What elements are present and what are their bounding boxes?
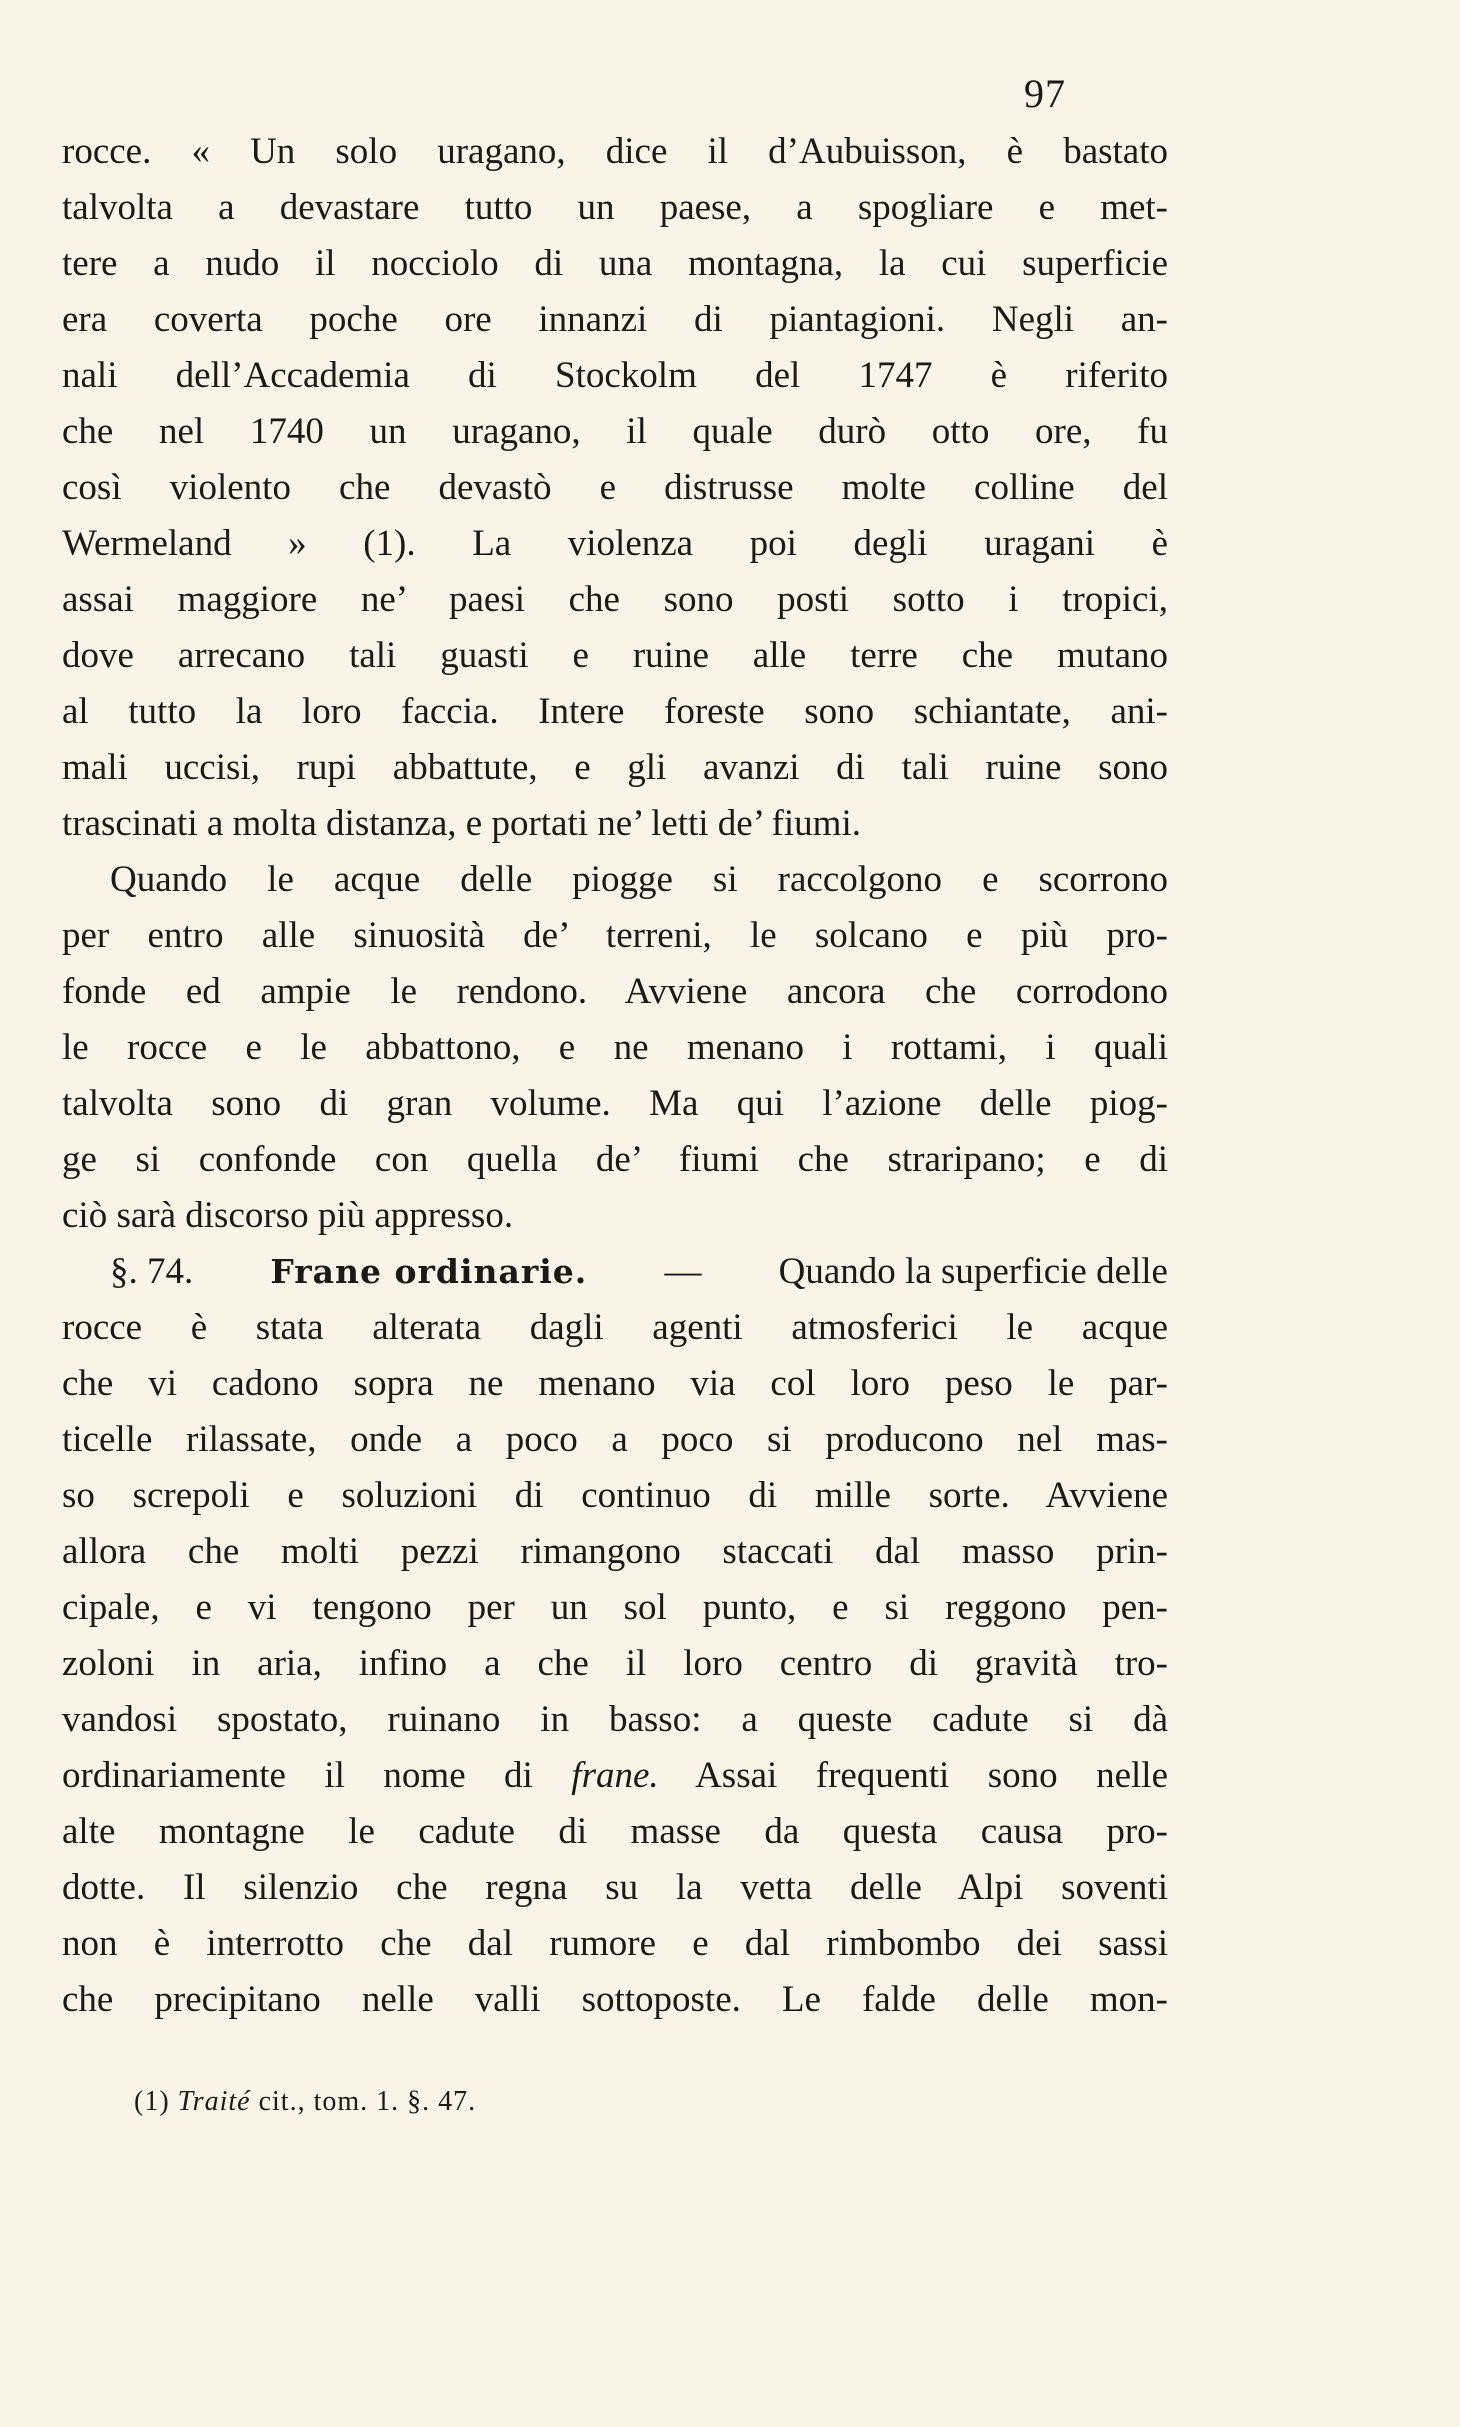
text-line: Wermeland » (1). La violenza poi degli uragani è (62, 523, 1168, 564)
text-line: tere a nudo il nocciolo di una montagna, la cui superficie (62, 243, 1168, 284)
text-line: rocce. « Un solo uragano, dice il d’Aubuisson, è bastato (62, 131, 1168, 172)
text-segment: Assai frequenti sono nelle (695, 1755, 1168, 1796)
text-line: dotte. Il silenzio che regna su la vetta delle Alpi soventi (62, 1867, 1168, 1908)
text-line: al tutto la loro faccia. Intere foreste sono schiantate, ani- (62, 691, 1168, 732)
text-line: rocce è stata alterata dagli agenti atmosferici le acque (62, 1307, 1168, 1348)
section-dash: — (664, 1251, 702, 1292)
text-line: dove arrecano tali guasti e ruine alle terre che mutano (62, 635, 1168, 676)
text-line: che precipitano nelle valli sottoposte. Le falde delle mon- (62, 1979, 1168, 2020)
text-segment: ordinariamente il nome di (62, 1755, 533, 1796)
text-line: così violento che devastò e distrusse molte colline del (62, 467, 1168, 508)
footnote (134, 2086, 476, 2118)
text-line: cipale, e vi tengono per un sol punto, e si reggono pen- (62, 1587, 1168, 1628)
text-line: ciò sarà discorso più appresso. (62, 1195, 514, 1236)
section-heading-line (62, 1244, 1168, 1300)
text-line: Quando la superficie delle (778, 1251, 1168, 1292)
text-line: nali dell’Accademia di Stockolm del 1747 è riferito (62, 355, 1168, 396)
footnote-marker: (1) (134, 2086, 170, 2117)
text-line: trascinati a molta distanza, e portati ne’ letti de’ fiumi. (62, 803, 861, 844)
text-line: vandosi spostato, ruinano in basso: a queste cadute si dà (62, 1699, 1168, 1740)
text-line: Quando le acque delle piogge si raccolgono e scorrono (110, 859, 1168, 900)
footnote-source-title: Traité (177, 2086, 251, 2117)
text-line: talvolta a devastare tutto un paese, a spogliare e met- (62, 187, 1168, 228)
section-title: Frane ordinarie. (270, 1252, 588, 1291)
text-line: talvolta sono di gran volume. Ma qui l’azione delle piog- (62, 1083, 1168, 1124)
text-line: so screpoli e soluzioni di continuo di mille sorte. Avviene (62, 1475, 1168, 1516)
text-line: allora che molti pezzi rimangono staccati dal masso prin- (62, 1531, 1168, 1572)
text-line: ge si confonde con quella de’ fiumi che straripano; e di (62, 1139, 1168, 1180)
text-line: assai maggiore ne’ paesi che sono posti sotto i tropici, (62, 579, 1168, 620)
text-line: che vi cadono sopra ne menano via col loro peso le par- (62, 1363, 1168, 1404)
italic-term: frane. (571, 1755, 659, 1796)
text-line: fonde ed ampie le rendono. Avviene ancora che corrodono (62, 971, 1168, 1012)
footnote-citation: cit., tom. 1. §. 47. (258, 2086, 477, 2117)
text-line: per entro alle sinuosità de’ terreni, le solcano e più pro- (62, 915, 1168, 956)
text-line: era coverta poche ore innanzi di piantagioni. Negli an- (62, 299, 1168, 340)
text-line: le rocce e le abbattono, e ne menano i rottami, i quali (62, 1027, 1168, 1068)
body-text (62, 124, 1168, 2028)
text-line: non è interrotto che dal rumore e dal rimbombo dei sassi (62, 1923, 1168, 1964)
text-line: alte montagne le cadute di masse da questa causa pro- (62, 1811, 1168, 1852)
text-line: zoloni in aria, infino a che il loro centro di gravità tro- (62, 1643, 1168, 1684)
text-line: ticelle rilassate, onde a poco a poco si producono nel mas- (62, 1419, 1168, 1460)
section-number: §. 74. (110, 1251, 194, 1292)
text-line: che nel 1740 un uragano, il quale durò otto ore, fu (62, 411, 1168, 452)
text-line-with-italic (62, 1748, 1168, 1804)
text-line: mali uccisi, rupi abbattute, e gli avanzi di tali ruine sono (62, 747, 1168, 788)
page-number: 97 (1024, 71, 1066, 116)
